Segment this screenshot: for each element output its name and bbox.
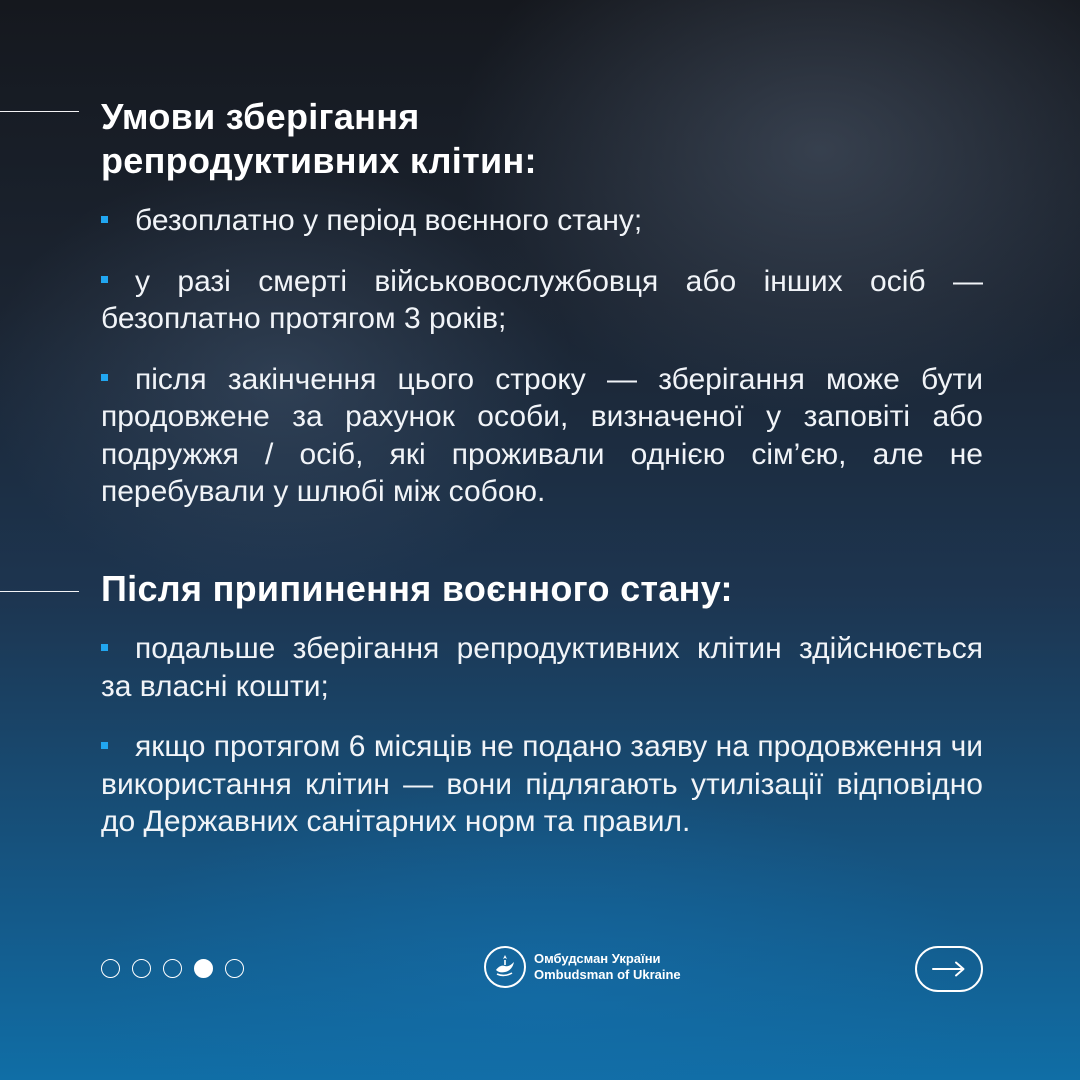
list-item: безоплатно у період воєнного стану; — [101, 202, 983, 240]
next-button[interactable] — [915, 946, 983, 992]
list-item: якщо протягом 6 місяців не подано заяву на продовження чи використання клітин — вони підлягають утилізації відповідно до Державних санітарних норм та правил. — [101, 730, 983, 838]
section2-list — [101, 630, 983, 841]
pagination-dot-4-active[interactable] — [194, 959, 213, 978]
ombudsman-emblem-icon — [484, 946, 526, 988]
heading-rule-1 — [0, 111, 79, 112]
pagination-dot-1[interactable] — [101, 959, 120, 978]
list-item: подальше зберігання репродуктивних клітин здійснюється за власні кошти; — [101, 632, 983, 703]
section2-title: Після припинення воєнного стану: — [101, 568, 733, 609]
bullet-icon — [101, 276, 108, 283]
logo-line2: Ombudsman of Ukraine — [534, 967, 681, 982]
pagination-dot-2[interactable] — [132, 959, 151, 978]
logo-text — [534, 951, 681, 983]
logo-line1: Омбудсман України — [534, 951, 661, 966]
section1-title-line1: Умови зберігання — [101, 96, 420, 137]
list-item: у разі смерті військовослужбовця або інших осіб — безоплатно протягом 3 років; — [101, 264, 983, 335]
section1-title — [101, 95, 537, 183]
pagination-dot-5[interactable] — [225, 959, 244, 978]
pagination-dots — [101, 959, 244, 978]
list-item: після закінчення цього строку — зберігання може бути продовжене за рахунок особи, визначеної у заповіті або подружжя / осіб, які проживали однією сім’єю, але не перебували у шлюбі між собою. — [101, 362, 983, 508]
bullet-icon — [101, 374, 108, 381]
ombudsman-logo — [484, 946, 681, 988]
arrow-right-icon — [932, 961, 966, 977]
heading-rule-2 — [0, 591, 79, 592]
section1-title-line2: репродуктивних клітин: — [101, 140, 537, 181]
bullet-icon — [101, 216, 108, 223]
bullet-icon — [101, 644, 108, 651]
bullet-icon — [101, 742, 108, 749]
section1-list — [101, 202, 983, 511]
pagination-dot-3[interactable] — [163, 959, 182, 978]
